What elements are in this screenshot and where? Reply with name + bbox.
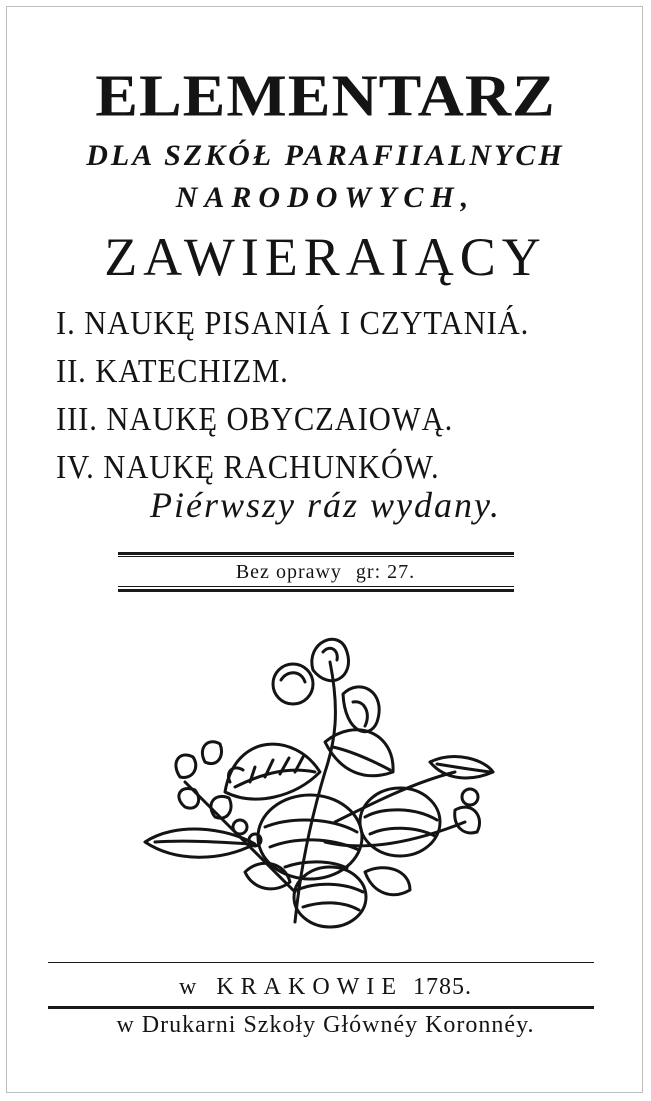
contents-numeral: I. — [56, 305, 76, 342]
price-rule-bottom-thin — [118, 586, 514, 587]
price-label: Bez oprawy — [235, 561, 342, 583]
price-value: 27. — [387, 561, 416, 583]
price-rule-top-thin — [118, 556, 514, 557]
imprint-printer: w Drukarni Szkoły Głównéy Koronnéy. — [116, 1012, 535, 1038]
contents-item — [56, 300, 529, 348]
price-rule-bottom — [118, 589, 514, 592]
contents-item — [56, 396, 529, 444]
contents-text: NAUKĘ PISANIÁ I CZYTANIÁ. — [84, 305, 530, 342]
book-title: ELEMENTARZ — [95, 62, 556, 129]
imprint-rule-thick — [48, 1006, 594, 1009]
floral-vignette-icon — [125, 622, 505, 942]
contents-numeral: III. — [56, 401, 98, 438]
contents-list — [56, 300, 582, 492]
contents-text: KATECHIZM. — [95, 353, 289, 390]
price-currency: gr: — [355, 561, 382, 583]
contents-text: NAUKĘ OBYCZAIOWĄ. — [106, 401, 454, 438]
price-line — [0, 561, 651, 584]
subtitle-line-2: NARODOWYCH, — [175, 181, 476, 214]
contents-numeral: II. — [56, 353, 87, 390]
edition-note: Piérwszy ráz wydany. — [150, 485, 501, 525]
imprint-year: 1785. — [412, 974, 472, 1000]
imprint-rule-thin — [48, 962, 594, 963]
contents-numeral: IV. — [56, 449, 95, 486]
contents-item — [56, 348, 529, 396]
contents-text: NAUKĘ RACHUNKÓW. — [103, 449, 440, 486]
imprint-place: KRAKOWIE — [216, 974, 403, 1000]
imprint-place-line — [0, 974, 651, 1001]
price-rule-top — [118, 552, 514, 555]
subtitle-line-1: DLA SZKÓŁ PARAFIIALNYCH — [86, 139, 565, 172]
subtitle-line-3: ZAWIERAIĄCY — [104, 227, 547, 287]
imprint-prefix: w — [179, 974, 204, 1000]
